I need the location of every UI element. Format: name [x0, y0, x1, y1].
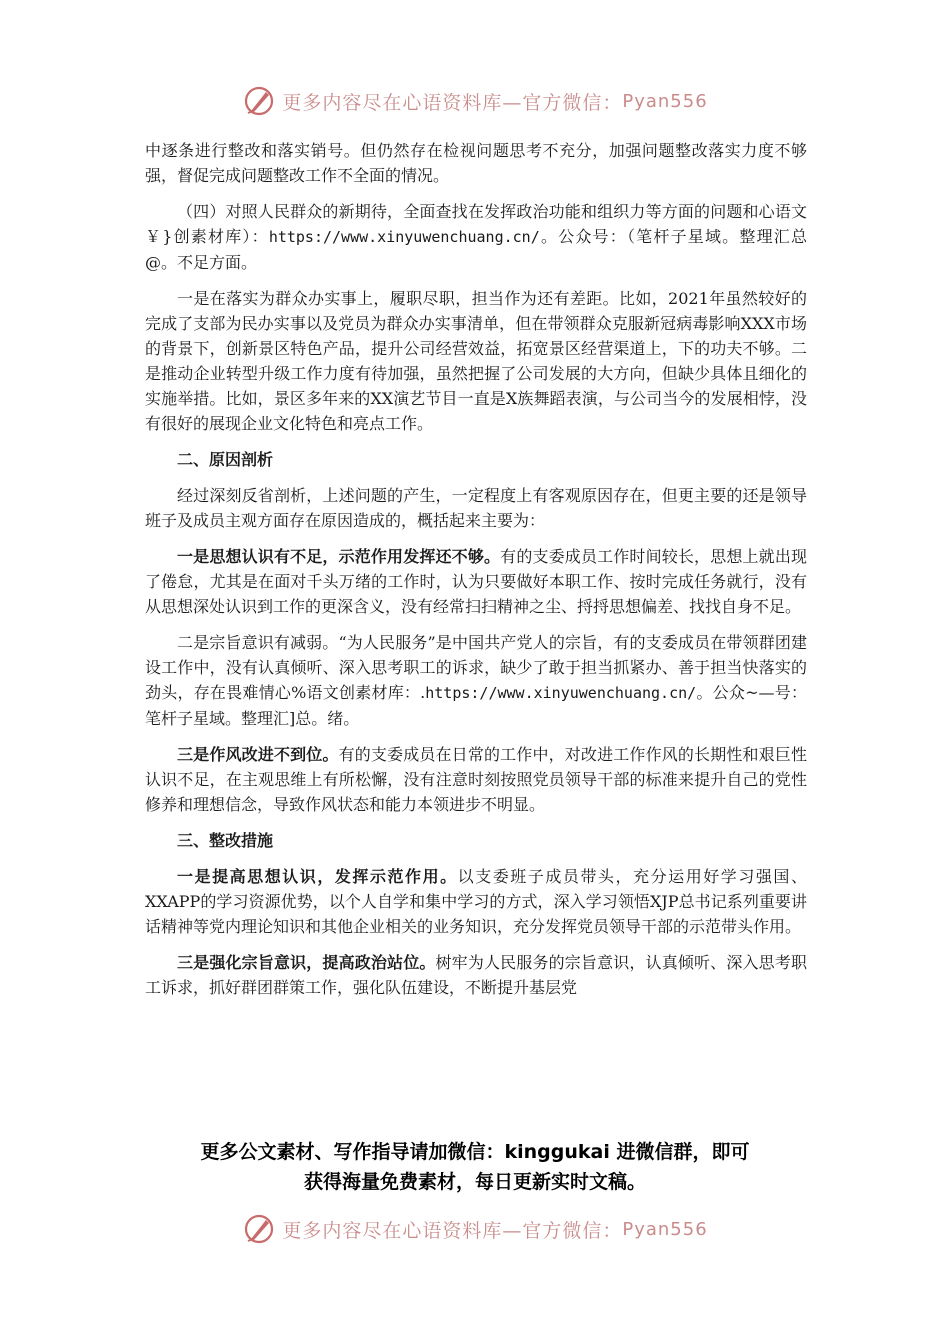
paragraph-1: 中逐条进行整改和落实销号。但仍然存在检视问题思考不充分，加强问题整改落实力度不够强，督促完成问题整改工作不全面的情况。	[145, 141, 807, 185]
paragraph-4: 经过深刻反省剖析，上述问题的产生，一定程度上有客观原因存在，但更主要的还是领导班子及成员主观方面存在原因造成的，概括起来主要为：	[145, 486, 807, 530]
banner-text: 更多内容尽在心语资料库—官方微信：	[282, 1219, 623, 1242]
footer-watermark-banner	[0, 1212, 950, 1246]
document-body	[145, 138, 807, 1011]
banner-wechat-id: Pyan556	[622, 90, 708, 112]
paragraph-9-lead: 三是强化宗旨意识，提高政治站位。	[177, 953, 436, 972]
promo-line-1: 更多公文素材、写作指导请加微信：kinggukai 进微信群，即可	[200, 1141, 750, 1163]
paragraph-9	[145, 950, 807, 1000]
paragraph-5-text: 有的支委成员工作时间较长，思想上就出现了倦怠，尤其是在面对千头万绪的工作时，认为只要做好本职工作、按时完成任务就行，没有从思想深处认识到工作的更深含义，没有经常扫扫精神之尘、捋捋思想偏差、找找自身不足。	[145, 547, 807, 616]
paragraph-6	[145, 630, 807, 731]
paragraph-6-text-a: 二是宗旨意识有减弱。“为人民服务”是中国共产党人的宗旨，有的支委成员在带领群团建设工作中，没有认真倾听、深入思考职工的诉求，缺少了敢于担当抓紧办、善于担当快落实的劲头，存在畏难情心%语文创素材库：.	[145, 633, 807, 702]
promo-footer-text	[130, 1137, 820, 1197]
quill-logo-icon	[242, 84, 276, 118]
paragraph-8-lead: 一是提高思想认识，发挥示范作用。	[177, 867, 458, 886]
paragraph-2	[145, 199, 807, 275]
paragraph-8-text: 以支委班子成员带头，充分运用好学习强国、XXAPP的学习资源优势，以个人自学和集中学习的方式，深入学习领悟XJP总书记系列重要讲话精神等党内理论知识和其他企业相关的业务知识，充分发挥党员领导干部的示范带头作用。	[145, 867, 807, 936]
paragraph-3: 一是在落实为群众办实事上，履职尽职，担当作为还有差距。比如，2021年虽然较好的完成了支部为民办实事以及党员为群众办实事清单，但在带领群众克服新冠病毒影响XXX市场的背景下，创新景区特色产品，提升公司经营效益，拓宽景区经营渠道上，下的功夫不够。二是推动企业转型升级工作力度有待加强，虽然把握了公司发展的大方向，但缺少具体且细化的实施举措。比如，景区多年来的XX演艺节目一直是X族舞蹈表演，与公司当今的发展相悖，没有很好的展现企业文化特色和亮点工作。	[145, 289, 807, 433]
quill-logo-icon	[242, 1212, 276, 1246]
paragraph-2-text-a: （四）对照人民群众的新期待，全面查找在发挥政治功能和组织力等方面的问题和心语文￥}创素材库）：	[145, 202, 807, 246]
paragraph-6-text-b: 。公众~—号：笔杆子星域。整理汇]总。绪。	[145, 683, 807, 728]
paragraph-6-url: https://www.xinyuwenchuang.cn/	[425, 684, 697, 702]
section-heading-3: 三、整改措施	[177, 831, 274, 850]
paragraph-9-text: 树牢为人民服务的宗旨意识，认真倾听、深入思考职工诉求，抓好群团群策工作，强化队伍建设，不断提升基层党	[145, 953, 807, 997]
header-watermark-banner	[0, 84, 950, 118]
banner-wechat-id: Pyan556	[622, 1218, 708, 1240]
paragraph-7-text: 有的支委成员在日常的工作中，对改进工作作风的长期性和艰巨性认识不足，在主观思维上有所松懈，没有注意时刻按照党员领导干部的标准来提升自己的党性修养和理想信念，导致作风状态和能力本领进步不明显。	[145, 745, 807, 814]
paragraph-8	[145, 864, 807, 939]
section-heading-2: 二、原因剖析	[177, 450, 274, 469]
paragraph-5-lead: 一是思想认识有不足，示范作用发挥还不够。	[177, 547, 501, 566]
banner-text: 更多内容尽在心语资料库—官方微信：	[282, 91, 623, 114]
paragraph-5	[145, 544, 807, 619]
paragraph-2-url: https://www.xinyuwenchuang.cn/	[268, 228, 540, 246]
paragraph-2-text-b: 。公众号：（笔杆子星域。整理汇总@。不足方面。	[145, 227, 807, 272]
paragraph-7	[145, 742, 807, 817]
promo-line-2: 获得海量免费素材，每日更新实时文稿。	[303, 1171, 646, 1193]
paragraph-7-lead: 三是作风改进不到位。	[177, 745, 339, 764]
